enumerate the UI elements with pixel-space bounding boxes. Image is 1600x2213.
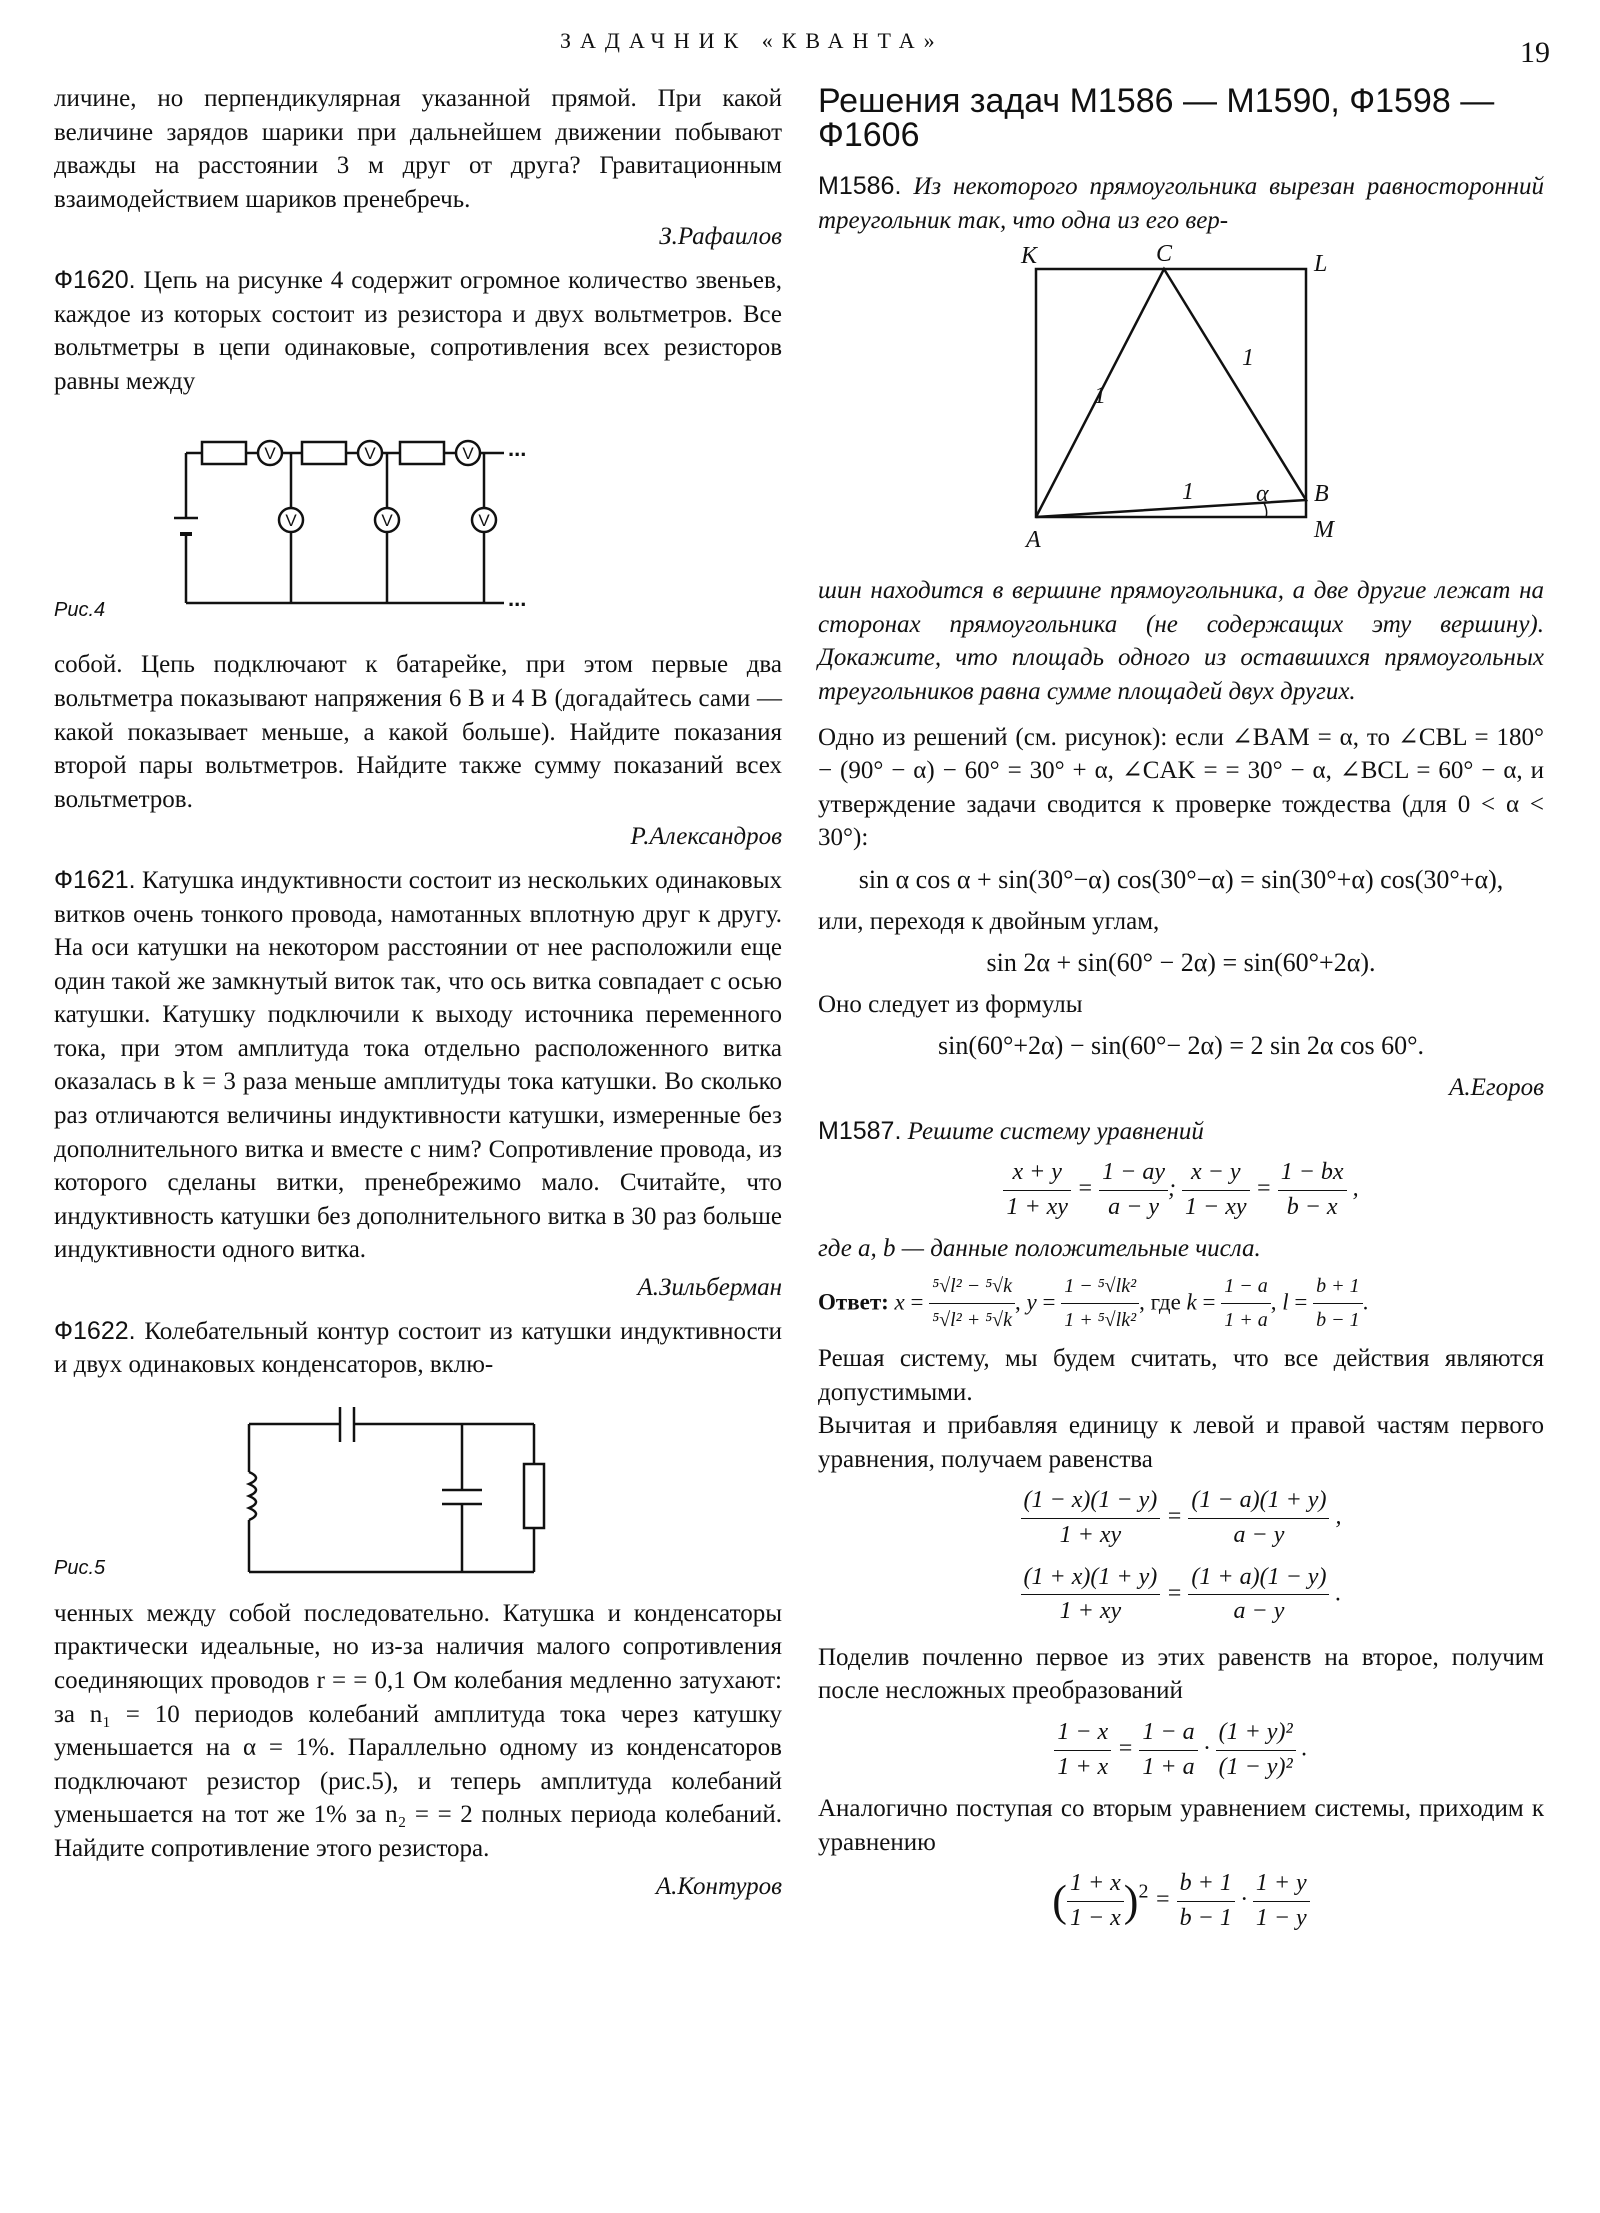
v-label: V xyxy=(462,444,474,464)
problem-m1586-text-a: М1586. Из некоторого прямоугольника вырезан равносторонний треугольник так, что одна из его вер- xyxy=(818,172,1544,234)
page-number: 19 xyxy=(1520,36,1550,69)
label-K: K xyxy=(1021,243,1038,270)
author-zilberman: А.Зильберман xyxy=(637,1274,782,1302)
author-rafailov: З.Рафаилов xyxy=(659,223,782,251)
figure-5 xyxy=(54,1382,782,1597)
v-label: V xyxy=(478,511,490,531)
problem-m1586-label: М1586. xyxy=(818,172,902,200)
label-M: M xyxy=(1314,517,1334,544)
ellipsis-bottom: ... xyxy=(508,586,527,612)
problem-m1587-label: М1587. xyxy=(818,1116,902,1145)
problem-f1621-label: Ф1621. xyxy=(54,865,136,894)
answer-label: Ответ: xyxy=(818,1289,889,1315)
figure-4-caption: Рис.4 xyxy=(54,599,106,622)
equation-analogous: ( $\frac{1 + x}{1 - x}$ )$^2$ = $\frac{b + 1}{b - 1}$ · $\frac{1 + y}{1 - y}$ xyxy=(818,1867,1544,1935)
solution-m1587-c: Поделив почленно первое из этих равенств на второе, получим после несложных преобразований xyxy=(818,1643,1544,1705)
figure-4-circuit xyxy=(54,398,782,648)
given-ab: где a, b — данные положительные числа. xyxy=(818,1235,1261,1263)
figure-4 xyxy=(54,398,782,648)
label-A: A xyxy=(1026,527,1041,554)
label-side-1: 1 xyxy=(1182,479,1194,506)
author-konturov: А.Контуров xyxy=(655,1872,782,1900)
label-side-1: 1 xyxy=(1242,345,1254,372)
author-aleksandrov: Р.Александров xyxy=(630,823,782,851)
equation-system: $\frac{x + y}{1 + xy}$ = $\frac{1 - ay}{a - y}$ ; $\frac{x - y}{1 - xy}$ = $\frac{1 - bx}{b - x}$ , xyxy=(818,1156,1544,1224)
left-column xyxy=(54,82,782,1913)
ellipsis-top: ... xyxy=(508,436,527,462)
v-label: V xyxy=(264,444,276,464)
solution-follows: Оно следует из формулы xyxy=(818,990,1083,1018)
equation-divided: $\frac{1 - x}{1 + x}$ = $\frac{1 - a}{1 + a}$ · $\frac{\text{(1 + y)²}}{\text{(1 − y)²}}$ . xyxy=(818,1716,1544,1784)
author-egorov: А.Егоров xyxy=(1449,1073,1544,1101)
problem-f1622-label: Ф1622. xyxy=(54,1316,136,1345)
resistor-3 xyxy=(400,442,444,464)
v-label: V xyxy=(381,511,393,531)
problem-f1620-label: Ф1620. xyxy=(54,265,136,294)
problem-f1621-text: Ф1621. Катушка индуктивности состоит из нескольких одинаковых витков очень тонкого провода, намотанных вплотную друг к другу. На оси катушки на некотором расстоянии от нее расположили еще один такой же замкнутый виток так, что ось витка совпадает с осью катушки. Катушку подключили к выходу источника переменного тока, при этом амплитуда тока отдельно расположенного витка оказалась в k = 3 раза меньше амплитуды тока катушки. Во сколько раз отличаются величины индуктивности катушки, измеренные без дополнительного витка и вместе с ним? Сопротивление провода, из которого сделаны витки, пренебрежимо мало. Считайте, что индуктивность катушки без дополнительного витка в 30 раз больше индуктивности одного витка. xyxy=(54,865,782,1264)
figure-5-caption: Рис.5 xyxy=(54,1556,106,1579)
answer-m1587: Ответ: x = $\frac{\text{⁵√l² − ⁵√k}}{\text{⁵√l² + ⁵√k}}$ , y = $\frac{\text{1 − ⁵√lk²}}{\text{1 + ⁵√lk²}}$ , где k = $\frac{1 - a}{1 + a}$ , l = $\frac{b + 1}{b - 1}$ . xyxy=(818,1270,1544,1338)
right-column xyxy=(818,84,1544,1944)
label-alpha: α xyxy=(1256,481,1269,508)
label-side-1: 1 xyxy=(1094,383,1106,410)
solution-m1587-a: Решая систему, мы будем считать, что все действия являются допустимыми. xyxy=(818,1345,1544,1406)
equilateral-triangle-ACB xyxy=(1036,269,1306,517)
problem-f1622-text-a: Ф1622. Колебательный контур состоит из катушки индуктивности и двух одинаковых конденсаторов, вклю- xyxy=(54,1316,782,1379)
solution-m1587-d: Аналогично поступая со вторым уравнением системы, приходим к уравнению xyxy=(818,1795,1544,1856)
equation-double-angle: sin 2α + sin(60° − 2α) = sin(60°+2α). xyxy=(986,948,1376,978)
equation-identity: sin α cos α + sin(30°−α) cos(30°−α) = sin(30°+α) cos(30°+α), xyxy=(858,864,1504,894)
intro-paragraph: личине, но перпендикулярная указанной прямой. При какой величине зарядов шарики при дальнейшем движении побывают дважды на расстоянии 3 м друг от друга? Гравитационным взаимодействием шариков пренебречь. xyxy=(54,85,782,213)
problem-m1587-task: М1587. Решите систему уравнений xyxy=(818,1116,1204,1145)
resistor-1 xyxy=(202,442,246,464)
solution-m1587-b: Вычитая и прибавляя единицу к левой и правой частям первого уравнения, получаем равенства xyxy=(818,1412,1544,1473)
section-title: Решения задач М1586 — М1590, Ф1598 — Ф1606 xyxy=(818,82,1495,154)
solution-m1586: Одно из решений (см. рисунок): если ∠BAM = α, то ∠CBL = 180° − (90° − α) − 60° = 30° + α, ∠CAK = = 30° − α, ∠BCL = 60° − α, и утверждение задачи сводится к проверке тождества (для 0 < α < 30°): xyxy=(818,723,1544,852)
problem-m1586-text-b: шин находится в вершине прямоугольника, а две другие лежат на сторонах прямоугольника (не содержащих эту вершину). Докажите, что площадь одного из оставшихся прямоугольных треугольников равна сумме площадей двух других. xyxy=(818,577,1544,705)
v-label: V xyxy=(364,444,376,464)
rectangle-KLMA xyxy=(1036,269,1306,517)
v-label: V xyxy=(285,511,297,531)
label-B: B xyxy=(1314,481,1329,508)
equation-formula: sin(60°+2α) − sin(60°− 2α) = 2 sin 2α cos 60°. xyxy=(937,1031,1425,1061)
label-L: L xyxy=(1314,251,1328,278)
equation-second: $\frac{(1 + x)(1 + y)}{1 + xy}$ = $\frac{(1 + a)(1 - y)}{a - y}$ . xyxy=(818,1561,1544,1629)
figure-5-circuit xyxy=(54,1382,782,1597)
label-C: C xyxy=(1156,241,1173,268)
problem-f1622-text-b: ченных между собой последовательно. Катушка и конденсаторы практически идеальные, но из-за наличия малого сопротивления соединяющих проводов r = = 0,1 Ом колебания медленно затухают: за n₁ = 10 периодов колебаний амплитуда тока через катушку уменьшается на α = 1%. Параллельно одному из конденсаторов подключают резистор (рис.5), и теперь амплитуда колебаний уменьшается на тот же 1% за n₂ = = 2 полных периода колебаний. Найдите сопротивление этого резистора. xyxy=(54,1599,782,1862)
resistor-2 xyxy=(302,442,346,464)
problem-f1620-text-a: Ф1620. Цепь на рисунке 4 содержит огромное количество звеньев, каждое из которых состоит из резистора и двух вольтметров. Все вольтметры в цепи одинаковые, сопротивления всех резисторов равны между xyxy=(54,265,783,395)
figure-m1586-rectangle xyxy=(818,237,1544,562)
running-header: ЗАДАЧНИК «КВАНТА» xyxy=(560,28,944,53)
inductor-coil xyxy=(249,1472,256,1520)
resistor-parallel xyxy=(524,1464,544,1528)
problem-f1620-text-b: собой. Цепь подключают к батарейке, при этом первые два вольтметра показывают напряжения 6 В и 4 В (догадайтесь сами — какой показывает меньше, а какой больше). Найдите показания второй пары вольтметров. Найдите также сумму показаний всех вольтметров. xyxy=(54,651,782,813)
equation-first: $\frac{(1 - x)(1 - y)}{1 + xy}$ = $\frac{(1 - a)(1 + y)}{a - y}$ , xyxy=(818,1484,1544,1552)
solution-double-angle: или, переходя к двойным углам, xyxy=(818,907,1160,935)
